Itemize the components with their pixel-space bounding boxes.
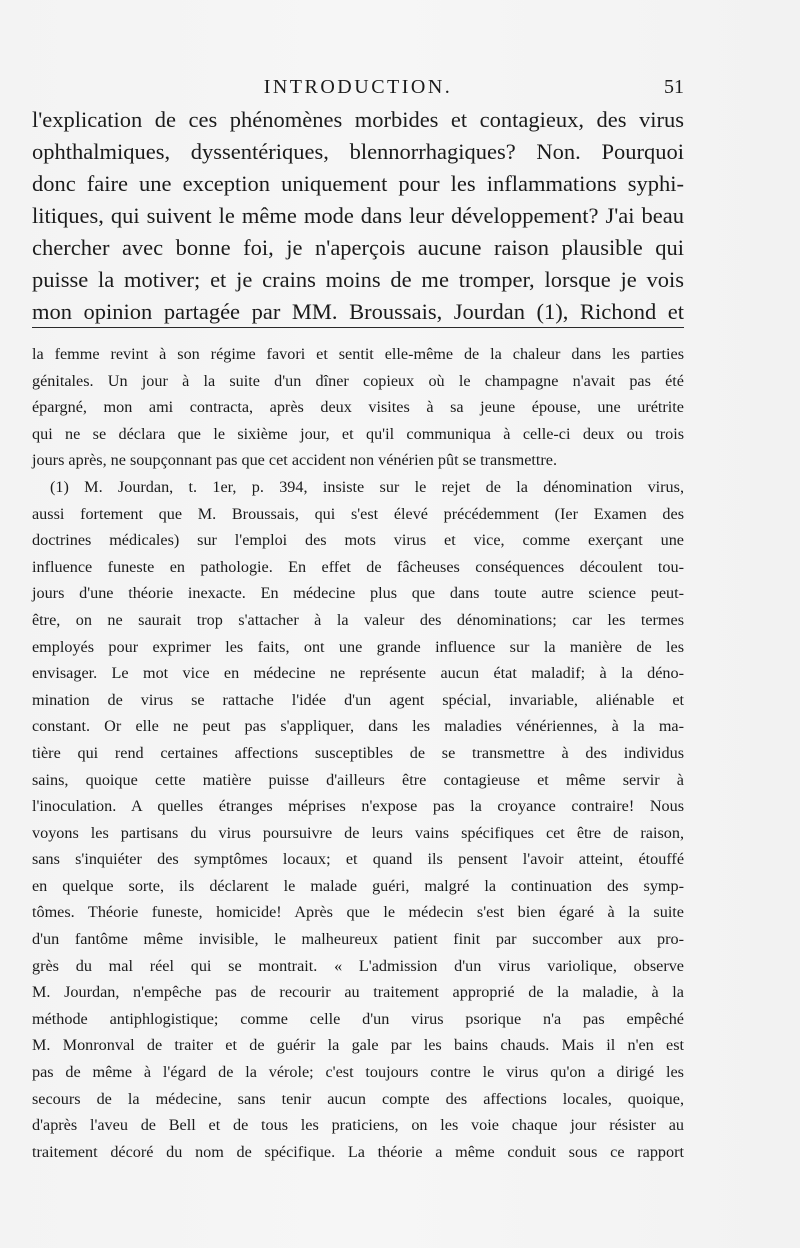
footnote-line: secours de la médecine, sans tenir aucun compte des affections locales, quoique, [32, 1089, 684, 1108]
footnote-line: être, on ne saurait trop s'attacher à la valeur des dénominations; car les termes [32, 610, 684, 629]
footnote-line: sans s'inquiéter des symptômes locaux; et quand ils pensent l'avoir atteint, étouffé [32, 850, 684, 869]
footnote-line: tière qui rend certaines affections susceptibles de se transmettre à des individus [32, 743, 684, 762]
footnote-line: mination de virus se rattache l'idée d'un agent spécial, invariable, aliénable et [32, 690, 684, 709]
footnote-line: jours d'une théorie inexacte. En médecine plus que dans toute autre science peut- [32, 584, 684, 603]
footnote-line: influence funeste en pathologie. En effet de fâcheuses conséquences découlent tou- [32, 557, 684, 576]
footnotes-block [32, 341, 684, 1165]
footnote-line: constant. Or elle ne peut pas s'appliquer, dans les maladies vénériennes, à la ma- [32, 717, 684, 736]
main-text-block [32, 104, 684, 328]
footnote-line: jours après, ne soupçonnant pas que cet accident non vénérien pût se transmettre. [32, 451, 558, 470]
main-text-line: puisse la motiver; et je crains moins de me tromper, lorsque je vois [32, 267, 684, 292]
footnote-line: d'après l'aveu de Bell et de tous les praticiens, on les voie chaque jour résister au [32, 1116, 684, 1135]
footnote-line: sains, quoique cette matière puisse d'ailleurs être contagieuse et même servir à [32, 770, 684, 789]
footnote-line: M. Monronval de traiter et de guérir la gale par les bains chauds. Mais il n'en est [32, 1036, 684, 1055]
footnote-line: épargné, mon ami contracta, après deux visites à sa jeune épouse, une urétrite [32, 398, 684, 417]
footnote-line: M. Jourdan, n'empêche pas de recourir au traitement approprié de la maladie, à la [32, 983, 684, 1002]
footnote-line: tômes. Théorie funeste, homicide! Après que le médecin s'est bien égaré à la suite [32, 903, 684, 922]
footnote-line: employés pour exprimer les faits, ont une grande influence sur la manière de les [32, 637, 684, 656]
running-title: INTRODUCTION. [263, 76, 453, 98]
footnote-line: la femme revint à son régime favori et sentit elle-même de la chaleur dans les parties [32, 345, 684, 363]
footnote-line: pas de même à l'égard de la vérole; c'est toujours contre le virus qu'on a dirigé les [32, 1063, 684, 1082]
main-text-line: ophthalmiques, dyssentériques, blennorrhagiques? Non. Pourquoi [32, 139, 684, 164]
main-text-line: litiques, qui suivent le même mode dans leur développement? J'ai beau [32, 203, 684, 228]
main-text-line: chercher avec bonne foi, je n'aperçois aucune raison plausible qui [32, 235, 684, 260]
footnote-line: traitement décoré du nom de spécifique. La théorie a même conduit sous ce rapport [32, 1142, 684, 1161]
footnote-line: en quelque sorte, ils déclarent le malade guéri, malgré la continuation des symp- [32, 876, 684, 895]
main-text-line: mon opinion partagée par MM. Broussais, Jourdan (1), Richond et [32, 299, 684, 324]
main-text-line: donc faire une exception uniquement pour les inflammations syphi- [32, 171, 684, 196]
footnote-line: grès du mal réel qui se montrait. « L'admission d'un virus variolique, observe [32, 956, 684, 975]
footnote-line: génitales. Un jour à la suite d'un dîner copieux où le champagne n'avait pas été [32, 371, 684, 390]
footnote-line: qui ne se déclara que le sixième jour, et qu'il communiqua à celle-ci deux ou trois [32, 424, 684, 443]
footnote-line: envisager. Le mot vice en médecine ne représente aucun état maladif; à la déno- [32, 664, 684, 683]
footnote-line: l'inoculation. A quelles étranges méprises n'expose pas la croyance contraire! Nous [32, 797, 684, 816]
page-number: 51 [664, 76, 684, 98]
footnote-line: voyons les partisans du virus poursuivre de leurs vains spécifiques cet être de raison, [32, 823, 684, 842]
footnote-line: doctrines médicales) sur l'emploi des mots virus et vice, comme exerçant une [32, 531, 684, 550]
footnote-line: d'un fantôme même invisible, le malheureux patient finit par succomber aux pro- [32, 930, 684, 949]
footnote-separator-rule [32, 327, 684, 328]
main-text-line: l'explication de ces phénomènes morbides et contagieux, des virus [32, 107, 684, 132]
running-head [32, 74, 684, 104]
footnote-line: aussi fortement que M. Broussais, qui s'est élevé précédemment (Ier Examen des [32, 504, 684, 523]
footnote-line: méthode antiphlogistique; comme celle d'un virus psorique n'a pas empêché [32, 1009, 684, 1028]
footnote-line: (1) M. Jourdan, t. 1er, p. 394, insiste sur le rejet de la dénomination virus, [50, 477, 684, 496]
